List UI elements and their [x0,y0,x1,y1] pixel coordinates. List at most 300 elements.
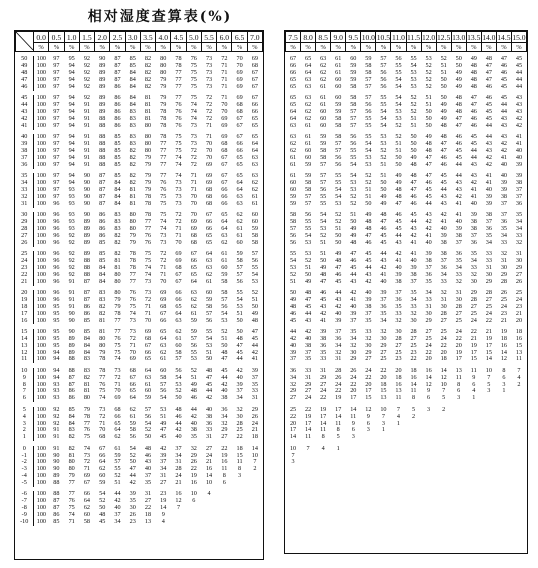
humidity-cell: 6 [457,388,461,395]
humidity-cell: 55 [205,328,213,335]
humidity-cell: 43 [380,257,387,264]
humidity-cell: 63 [175,317,182,324]
humidity-cell: 6 [366,420,370,427]
humidity-cell: 29 [470,289,477,296]
humidity-cell: 60 [205,289,213,296]
humidity-cell: 10 [289,445,297,452]
humidity-cell: 49 [251,310,258,317]
table-row [16,368,263,375]
humidity-cell: 100 [36,84,47,91]
humidity-cell: 67 [83,480,91,487]
humidity-cell: 39 [365,296,372,303]
table-row [16,70,263,77]
humidity-cell: 91 [83,109,91,116]
humidity-cell: 78 [160,109,167,116]
humidity-cell: 46 [455,134,462,141]
humidity-cell: 41 [425,232,432,239]
humidity-cell: 89 [83,251,91,257]
temperature-cell: 20 [16,290,34,297]
humidity-cell: 37 [410,278,417,285]
humidity-cell: 56 [175,367,182,374]
humidity-cell: 74 [114,356,121,363]
humidity-cell: 35 [425,278,432,285]
humidity-cell: 51 [425,102,432,109]
humidity-cell: 61 [190,310,197,317]
humidity-cell: 77 [68,480,75,487]
humidity-cell: 62 [289,148,297,155]
humidity-cell: 49 [320,264,327,271]
humidity-cell: 27 [144,498,152,505]
humidity-cell: 96 [53,218,60,225]
humidity-cell: 63 [144,374,152,381]
humidity-cell: 26 [251,413,258,420]
humidity-cell: 85 [129,63,136,70]
humidity-cell: 79 [114,296,121,303]
humidity-cell: 55 [410,56,417,63]
humidity-cell: 87 [99,200,106,207]
column-header: 12.0 [421,32,436,42]
humidity-cell: 58 [335,116,342,123]
temperature-cell: 3 [16,421,34,428]
humidity-cell: 100 [36,434,47,441]
humidity-cell: 77 [144,225,152,232]
humidity-cell: 74 [175,173,182,180]
humidity-cell: 60 [251,218,258,225]
humidity-cell: 7 [253,459,257,466]
humidity-cell: 77 [160,141,167,148]
humidity-cell: 46 [500,70,507,77]
humidity-cell: 77 [114,317,121,324]
humidity-cell: 22 [470,328,477,335]
table-row [16,329,263,336]
humidity-cell: 97 [53,186,60,193]
humidity-cell: 14 [251,445,258,452]
humidity-cell: 58 [305,186,312,193]
humidity-cell: 26 [190,459,197,466]
humidity-cell: 96 [53,257,60,264]
humidity-cell: 16 [221,459,228,466]
humidity-cell: 54 [205,335,213,342]
humidity-cell: 73 [129,328,136,335]
humidity-cell: 90 [68,310,75,317]
humidity-cell [436,427,451,434]
humidity-cell: 92 [83,70,91,77]
humidity-cell: 47 [440,148,447,155]
humidity-cell: 62 [99,466,106,473]
humidity-cell: 43 [350,278,357,285]
humidity-cell [406,421,421,428]
humidity-cell [451,421,466,428]
humidity-cell: 100 [36,122,47,129]
humidity-cell: 83 [129,141,136,148]
humidity-cell: 84 [68,420,75,427]
humidity-cell: 97 [53,148,60,155]
humidity-cell: 42 [425,225,432,232]
temperature-cell: 4 [16,414,34,421]
humidity-cell: 23 [515,303,523,310]
humidity-cell: 40 [335,310,342,317]
humidity-cell: 97 [53,173,60,180]
humidity-cell: 54 [395,95,402,102]
humidity-cell: 88 [68,367,75,374]
humidity-cell: 54 [380,109,387,116]
humidity-cell: 97 [53,56,60,63]
humidity-cell: 45 [251,335,258,342]
humidity-cell: 69 [236,84,243,91]
humidity-cell: 47 [160,427,167,434]
humidity-cell: 60 [236,239,243,246]
humidity-cell: 43 [305,317,312,324]
humidity-cell: 97 [53,95,60,102]
humidity-cell: 88 [99,148,106,155]
humidity-cell: 78 [144,193,152,200]
humidity-cell: 66 [190,257,197,264]
humidity-cell [217,512,232,519]
humidity-cell: 41 [515,141,523,148]
humidity-cell: 29 [289,388,297,395]
humidity-cell: 40 [365,289,372,296]
humidity-cell: 56 [365,102,372,109]
table-row [16,459,263,466]
humidity-cell: 11 [236,459,243,466]
humidity-cell: 24 [305,395,312,402]
table-row [286,233,527,240]
humidity-cell: 64 [251,148,258,155]
humidity-cell: 59 [350,63,357,70]
humidity-cell: 81 [144,102,152,109]
humidity-cell: 48 [144,445,152,452]
humidity-cell: 23 [500,310,507,317]
table-row [286,279,527,286]
humidity-cell: 43 [425,212,432,219]
humidity-cell: 50 [395,154,402,161]
humidity-cell: 90 [68,328,75,335]
humidity-cell: 57 [380,63,387,70]
humidity-cell: 51 [425,95,432,102]
humidity-cell: 40 [190,420,197,427]
humidity-cell: 55 [365,122,372,129]
temperature-cell: 26 [16,240,34,247]
humidity-cell: 90 [83,200,91,207]
humidity-cell: 93 [68,186,75,193]
humidity-cell: 75 [190,77,197,84]
humidity-cell: 94 [68,148,75,155]
humidity-cell: 61 [144,381,152,388]
humidity-cell [361,434,376,441]
humidity-cell: 69 [144,328,152,335]
unit-label: % [217,43,232,52]
table-row [286,226,527,233]
humidity-cell: 9 [427,388,431,395]
humidity-cell [346,446,361,453]
humidity-cell: 77 [175,77,182,84]
humidity-cell: 73 [160,239,167,246]
humidity-cell: 86 [114,109,121,116]
temperature-cell: 39 [16,141,34,148]
humidity-cell [232,480,247,487]
humidity-cell: 100 [36,452,47,459]
humidity-cell: 43 [515,95,523,102]
humidity-cell: 49 [160,420,167,427]
humidity-cell: 24 [440,335,447,342]
humidity-cell: 29 [500,271,507,278]
humidity-cell: 60 [144,388,152,395]
humidity-cell: 95 [53,342,60,349]
humidity-cell: 60 [289,180,297,187]
humidity-cell: 92 [83,84,91,91]
humidity-cell: 80 [99,335,106,342]
humidity-cell: 89 [53,473,60,480]
humidity-cell [391,434,406,441]
humidity-cell: 100 [36,186,47,193]
table-row [16,265,263,272]
table-row [286,141,527,148]
unit-label: % [140,43,155,52]
table-row [286,102,527,109]
unit-label: % [511,43,526,52]
humidity-cell: 52 [380,148,387,155]
humidity-cell: 58 [365,70,372,77]
humidity-cell: 18 [144,512,152,519]
humidity-cell: 70 [190,193,197,200]
humidity-cell: 68 [144,335,152,342]
humidity-cell: 54 [289,257,297,264]
humidity-cell: 80 [114,278,121,285]
humidity-cell: 31 [160,473,167,480]
humidity-cell: 100 [36,427,47,434]
humidity-cell: 83 [129,122,136,129]
humidity-cell: 73 [114,367,121,374]
table-row [286,70,527,77]
humidity-cell: 5 [336,434,340,441]
humidity-cell: 73 [83,452,91,459]
humidity-cell: 57 [320,173,327,180]
temperature-cell: 41 [16,123,34,130]
humidity-cell: 64 [289,116,297,123]
humidity-cell: 43 [500,116,507,123]
humidity-cell: 88 [53,480,60,487]
humidity-cell: 48 [410,173,417,180]
table-row [286,368,527,375]
humidity-cell: 57 [350,109,357,116]
humidity-cell: 28 [440,310,447,317]
humidity-cell: 33 [485,251,492,257]
humidity-cell [376,446,391,453]
humidity-cell: 50 [144,434,152,441]
humidity-cell [406,459,421,466]
humidity-cell: 61 [305,134,312,141]
column-header: 0.5 [49,32,64,43]
humidity-cell: 54 [380,122,387,129]
humidity-cell: 2 [411,413,416,420]
humidity-cell: 71 [160,264,167,271]
humidity-cell: 67 [251,84,258,91]
humidity-cell: 49 [380,193,387,200]
humidity-cell: 40 [455,218,462,225]
humidity-cell: 83 [99,296,106,303]
humidity-cell: 87 [53,498,60,505]
humidity-cell: 96 [53,264,60,271]
table-row [16,395,263,402]
humidity-cell: 71 [205,134,213,141]
humidity-cell: 49 [425,134,432,141]
humidity-cell: 92 [68,257,75,264]
humidity-cell: 84 [99,264,106,271]
humidity-cell: 65 [221,212,228,219]
humidity-cell: 39 [160,452,167,459]
table-row [286,459,527,466]
humidity-cell: 90 [53,459,60,466]
humidity-cell: 48 [236,335,243,342]
humidity-cell: 71 [144,310,152,317]
humidity-cell: 77 [83,420,91,427]
humidity-cell: 100 [36,70,47,77]
humidity-cell: 3 [487,388,491,395]
humidity-cell: 44 [515,84,523,91]
humidity-cell: 20 [425,356,432,363]
humidity-cell: 33 [320,356,327,363]
humidity-cell: 82 [129,161,136,168]
humidity-cell: 31 [144,491,152,498]
humidity-cell: 69 [251,56,258,63]
column-header: 6.5 [232,32,247,43]
humidity-cell: 16 [515,335,523,342]
humidity-cell: 59 [305,173,312,180]
humidity-cell: 7 [306,445,310,452]
humidity-cell: 24 [175,473,182,480]
humidity-cell: 92 [53,406,60,413]
humidity-cell: 54 [320,218,327,225]
humidity-cell: 56 [365,109,372,116]
humidity-cell: 85 [114,148,121,155]
column-header: 9.0 [331,32,346,43]
humidity-cell: 55 [236,289,243,296]
humidity-cell: 52 [175,388,182,395]
humidity-cell: 35 [500,225,507,232]
humidity-cell: 25 [410,342,417,349]
humidity-cell [481,434,496,441]
humidity-cell: 45 [485,116,492,123]
humidity-cell: 65 [251,122,258,129]
humidity-cell: 82 [99,310,106,317]
humidity-cell: 75 [190,95,197,102]
humidity-cell: 49 [365,212,372,219]
humidity-cell: 27 [205,445,213,452]
humidity-cell: 71 [221,77,228,84]
humidity-cell: 16 [500,342,507,349]
humidity-cell: 48 [470,77,477,84]
humidity-cell: 81 [99,317,106,324]
humidity-cell: 88 [53,491,60,498]
temperature-cell: -4 [16,473,34,480]
humidity-cell [511,407,526,414]
humidity-cell: 38 [470,218,477,225]
humidity-cell: 57 [305,200,312,207]
humidity-cell: 87 [83,278,91,285]
humidity-cell: 56 [380,70,387,77]
humidity-cell: 53 [425,56,432,63]
humidity-cell: 61 [236,232,243,239]
humidity-cell [466,446,481,453]
humidity-cell: 86 [99,232,106,239]
humidity-cell: 30 [440,303,447,310]
humidity-cell: 65 [129,388,136,395]
humidity-cell: 11 [455,374,462,381]
temperature-cell: 8 [16,382,34,389]
humidity-cell: 40 [236,374,243,381]
humidity-cell: 48 [221,349,228,356]
humidity-cell: 21 [205,459,213,466]
humidity-cell: 100 [36,388,47,395]
humidity-cell: 100 [36,395,47,402]
humidity-cell [201,505,216,512]
humidity-cell: 45 [395,218,402,225]
humidity-cell: 92 [68,239,75,246]
humidity-cell: 87 [114,56,121,63]
humidity-cell [481,421,496,428]
humidity-cell: 77 [144,218,152,225]
humidity-cell: 47 [455,116,462,123]
humidity-cell: 42 [221,381,228,388]
humidity-cell: 54 [395,84,402,91]
humidity-cell: 45 [395,225,402,232]
humidity-cell: 6 [192,498,196,505]
table-row [286,382,527,389]
humidity-cell: 68 [129,367,136,374]
humidity-cell: 86 [114,116,121,123]
humidity-cell: 54 [410,63,417,70]
humidity-cell: 94 [53,349,60,356]
humidity-cell: 62 [205,271,213,278]
humidity-cell: 45 [470,141,477,148]
humidity-cell: 100 [36,239,47,246]
humidity-cell: 31 [175,459,182,466]
humidity-cell [331,459,346,466]
humidity-cell: 27 [470,303,477,310]
humidity-cell: 56 [289,232,297,239]
humidity-cell: 51 [190,374,197,381]
humidity-cell: 100 [36,406,47,413]
table-row [16,258,263,265]
humidity-cell: 47 [440,141,447,148]
humidity-cell: 32 [190,445,197,452]
humidity-cell: 58 [160,374,167,381]
humidity-cell: 97 [53,70,60,77]
table-row [16,343,263,350]
humidity-cell: 91 [83,116,91,123]
humidity-cell: 66 [175,296,182,303]
table-row [286,116,527,123]
humidity-cell: 69 [190,218,197,225]
unit-label: % [481,43,496,52]
humidity-cell: 100 [36,257,47,264]
table-row [16,279,263,286]
humidity-cell: 67 [221,180,228,187]
humidity-cell: 58 [365,63,372,70]
humidity-cell [451,407,466,414]
humidity-cell: 42 [305,328,312,335]
humidity-cell: 42 [160,445,167,452]
humidity-cell: 58 [205,303,213,310]
humidity-cell: 68 [114,406,121,413]
humidity-cell: 100 [36,317,47,324]
humidity-cell: 71 [99,420,106,427]
humidity-cell: 55 [380,102,387,109]
humidity-cell: 33 [395,310,402,317]
humidity-cell: 34 [289,374,297,381]
humidity-cell: 37 [114,512,121,519]
temperature-cell: -1 [16,453,34,460]
